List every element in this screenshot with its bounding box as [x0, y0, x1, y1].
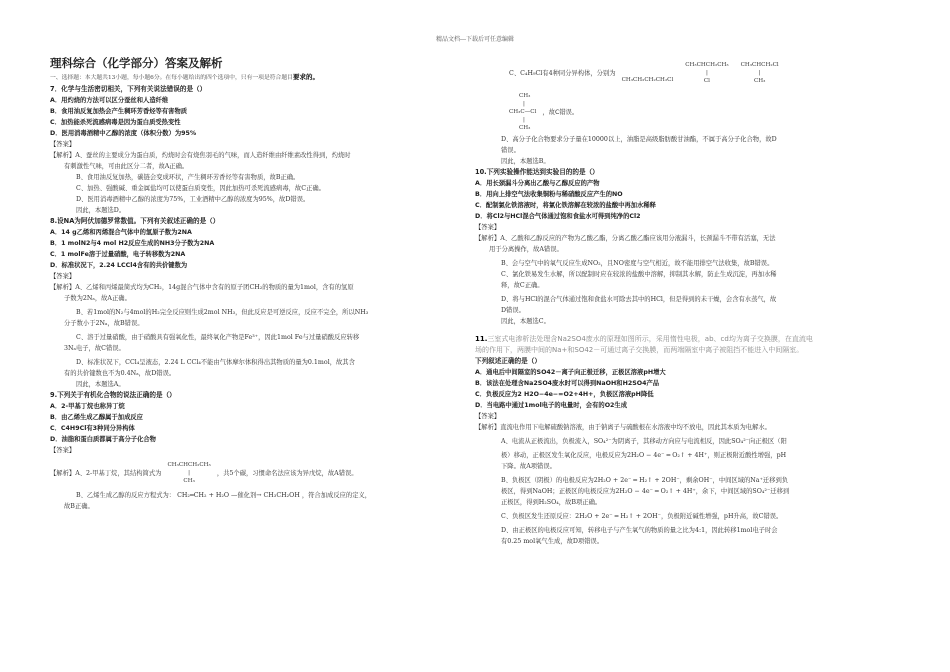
q11-analysis-line: D、由正极区的电极反应可知，转移电子与产生氧气的物质的量之比为4:1，因此转移1mol电子时会	[501, 527, 778, 534]
q9-analysis-c	[475, 56, 890, 90]
q8-option-d: D．标准状况下，2.24 LCCl4含有的共价键数为	[50, 262, 188, 269]
q10-analysis-line: B、会与空气中的氧气反应生成NO₂，且NO密度与空气相近，故不能用排空气法收集，故B错误。	[501, 260, 774, 267]
q9-analysis-a-pre: 【解析】A、2-甲基丁烷，其结构简式为	[50, 469, 162, 477]
q10-analysis-line: 释，故C正确。	[501, 282, 544, 289]
q10-stem: 10.下列实验操作能达到实验目的的是（）	[475, 168, 599, 176]
isomer-2-structure: CH₃CHCH₂CH₃ | Cl	[685, 62, 729, 84]
structure-branch: CH₃	[753, 78, 766, 84]
q11-analysis-line: 正极区，得到H₂SO₄，故B项正确。	[501, 499, 602, 506]
q11-analysis-line: 有0.25 mol氧气生成，故D项错误。	[501, 538, 604, 545]
q8-analysis-line: 有的共价键数也不为0.4Nₐ，故D错误。	[64, 370, 176, 377]
q11-answer: 【答案】	[475, 413, 501, 420]
structure-top: CH₃	[519, 93, 531, 99]
q7-option-c: C．加热能杀死流感病毒是因为蛋白质受热变性	[50, 119, 181, 126]
intro-body: 一、选择题：本大题共13小题，每小题6分。在每小题给出的四个选项中，只有一项是符合题目	[50, 75, 293, 81]
structure-mid: CH₃C—Cl	[509, 109, 537, 115]
q8-stem: 8.设NA为阿伏加德罗常数值。下列有关叙述正确的是（）	[50, 217, 220, 225]
q9-analysis-a	[50, 456, 465, 490]
q7-answer: 【答案】	[50, 141, 76, 148]
q10-option-a: A．用长颈漏斗分离出乙酸与乙醇反应的产物	[475, 180, 600, 187]
structure-branch: Cl	[703, 78, 710, 84]
q7-analysis-line: C、加热、强酸碱、重金属盐均可以使蛋白质变性，因此加热可杀死流感病毒，故C正确。	[76, 185, 325, 192]
structure-bottom: CH₃	[519, 125, 531, 131]
q9-option-a: A．2-甲基丁烷也称异丁烷	[50, 403, 125, 410]
q11-analysis-line: 【解析】直流电作用下电解硫酸钠溶液，由于钠离子与硫酸根在水溶液中均不放电，因此其本质为电解水。	[475, 424, 771, 431]
q8-answer: 【答案】	[50, 273, 76, 280]
q11-option-d: D．当电路中通过1mol电子的电量时，会有的O2生成	[475, 402, 628, 409]
q9-analysis-c-post: ，故C错误。	[542, 108, 579, 116]
q11-analysis-line: 极区，得到NaOH；正极区的电极反应为2H₂O − 4e⁻ ═ O₂↑ + 4H⁺，余下，中间区域的SO₄²⁻迁移到	[501, 488, 790, 495]
isomer-3-structure: CH₃CHCH₂Cl | CH₃	[740, 62, 779, 84]
q10-analysis-line: 【解析】A、乙酸和乙醇反应的产物为乙酸乙酯，分离乙酸乙酯应该用分液漏斗，长颈漏斗不带有活塞，无法	[475, 235, 776, 242]
q11-analysis-line: 极）移动，正极区发生氧化反应，电极反应为2H₂O − 4e⁻ ═ O₂↑ + 4H⁺，则正极附近酸性增强，pH	[501, 452, 787, 459]
q11-option-a: A．通电后中间隔室的SO42－离子向正极迁移，正极区溶液pH增大	[475, 369, 666, 376]
q11-intro	[475, 334, 890, 345]
q9-analysis-b	[50, 490, 465, 501]
ethylene-hydration-equation: CH₂═CH₂ + H₂O —催化剂→ CH₃CH₂OH	[177, 492, 300, 499]
q9-analysis-b-post: ，符合加成反应的定义，	[301, 492, 372, 499]
q10-option-d: D．将Cl2与HCl混合气体通过饱和食盐水可得到纯净的Cl2	[475, 213, 641, 220]
q11-analysis-line: C、负极区发生还原反应：2H₂O + 2e⁻ ═ H₂↑ + 2OH⁻，负极附近碱性增强，pH升高，故C错误。	[501, 513, 783, 520]
q8-analysis-line: 分子数小于2Nₐ，故B错误。	[64, 320, 144, 327]
q7-analysis-line: 有刺激性气味，可由此区分二者，故A正确。	[64, 163, 189, 170]
structure-branch: CH₃	[183, 478, 195, 484]
q9-option-d: D．油脂和蛋白质都属于高分子化合物	[50, 436, 156, 443]
q10-analysis-line: D错误。	[501, 307, 525, 314]
q8-option-c: C．1 molFe溶于过量硝酸，电子转移数为2NA	[50, 251, 186, 258]
q8-analysis-line: C、溶于过量硝酸，由于硝酸具有强氧化性，最终氧化产物是Fe³⁺，因此1mol Fe与过量硝酸反应转移	[76, 334, 360, 341]
q9-analysis-b-end: 故B正确。	[64, 503, 94, 510]
q7-analysis-line: 【解析】A、蚕丝的主要成分为蛋白质，灼烧时会有烧焦羽毛的气味，而人造纤维由纤维素改性得到，灼烧时	[50, 152, 351, 159]
q11-intro-line-1: 三室式电渗析法处理含Na2SO4废水的原理如图所示，采用惰性电极，ab、cd均为离子交换膜，在直流电	[487, 335, 813, 343]
page-header: 精品文档---下载后可任意编辑	[435, 36, 515, 43]
q8-analysis-line: 因此，本题选A。	[76, 381, 125, 388]
structure-main-chain: CH₃CHCH₂Cl	[740, 62, 779, 68]
q7-analysis-line: 因此，本题选D。	[76, 207, 126, 214]
q7-option-a: A．用灼烧的方法可以区分蚕丝和人造纤维	[50, 97, 169, 104]
q7-analysis-line: B、食用油反复加热，碳链会变成环状，产生稠环芳香烃等有害物质，故B正确。	[76, 174, 300, 181]
q10-analysis-line: 因此，本题选C。	[501, 318, 550, 325]
isopentane-structure: CH₃CHCH₂CH₃ | CH₃	[167, 462, 211, 484]
q8-analysis-line: 3Nₐ电子，故C错误。	[64, 345, 125, 352]
q10-analysis-line: 用于分离操作，故A错误。	[489, 246, 563, 253]
q9-analysis-b-pre: B、乙烯生成乙醇的反应方程式为：	[76, 492, 176, 499]
intro-text	[50, 72, 465, 84]
q11-option-b: B．该法在处理含Na2SO4废水时可以得到NaOH和H2SO4产品	[475, 380, 660, 387]
q7-stem: 7．化学与生活密切相关，下列有关说法错误的是（）	[50, 85, 207, 93]
q9-stem: 9.下列关于有机化合物的说法正确的是（）	[50, 391, 176, 399]
left-column	[50, 56, 465, 512]
intro-emphasis: 要求的。	[292, 73, 319, 81]
q9-analysis-d: 错误。	[501, 147, 520, 154]
q8-analysis-line: B、若1mol的N₂与4mol的H₂完全反应则生成2mol NH₃，但此反应是可逆反应，反应不完全，所以NH₃	[76, 309, 369, 316]
q9-answer: 【答案】	[50, 447, 76, 454]
q9-analysis-d: D、高分子化合物要求分子量在10000以上，油脂是高级脂肪酸甘油酯，不属于高分子化合物，故D	[501, 136, 777, 143]
q11-intro-line-2: 场的作用下，两膜中间的Na+和SO42－可通过离子交换膜，而两端隔室中离子被阻挡不能进入中间隔室。	[475, 346, 804, 354]
q11-analysis-line: A、电流从正极流出，负极流入，SO₄²⁻为阴离子，其移动方向应与电流相反，因此SO₄²⁻向正极区（阳	[501, 438, 787, 445]
q10-analysis-line: D、将与HCl的混合气体通过饱和食盐水可除去其中的HCl，但是得到的未干燥，会含有水蒸气，故	[501, 296, 777, 303]
q11-analysis-line: 下降。故A项错误。	[501, 463, 556, 470]
q9-option-b: B．由乙烯生成乙醇属于加成反应	[50, 414, 143, 421]
structure-main-chain: CH₃CHCH₂CH₃	[167, 462, 211, 468]
q7-option-b: B．食用油反复加热会产生稠环芳香烃等有害物质	[50, 108, 188, 115]
q8-analysis-line: D、标准状况下，CCl₄呈液态，2.24 L CCl₄不能由气体摩尔体积得出其物质的量为0.1mol，故其含	[76, 359, 355, 366]
q11-analysis-line: B、负极区（阴极）的电极反应为2H₂O + 2e⁻ ═ H₂↑ + 2OH⁻，剩余OH⁻，中间区域的Na⁺迁移到负	[501, 477, 789, 484]
q7-analysis-line: D、医用消毒酒精中乙醇的浓度为75%，工业酒精中乙醇的浓度为95%，故D错误。	[76, 196, 310, 203]
page-title: 理科综合（化学部分）答案及解析	[50, 56, 223, 70]
q10-answer: 【答案】	[475, 224, 501, 231]
q8-analysis-line: 【解析】A、乙烯和丙烯最简式均为CH₂，14g混合气体中含有的原子团CH₂的物质的量为1mol，含有的氢原	[50, 284, 354, 291]
q10-option-c: C．配制氯化铁溶液时，将氯化铁溶解在较浓的盐酸中再加水稀释	[475, 202, 656, 209]
q8-option-a: A．14 g乙烯和丙烯混合气体中的氢原子数为2NA	[50, 229, 192, 236]
q11-number: 11.	[475, 335, 488, 343]
structure-main-chain: CH₃CHCH₂CH₃	[685, 62, 729, 68]
q10-analysis-line: C、氯化铁易发生水解，所以配制时应在较浓的盐酸中溶解，抑制其水解，防止生成沉淀，再加水稀	[501, 271, 777, 278]
q8-analysis-line: 子数为2Nₐ，故A正确。	[64, 295, 131, 302]
q9-analysis-c-pre: C、C₄H₉Cl有4种同分异构体，分别为	[509, 69, 616, 77]
q9-analysis-c-cont	[475, 90, 890, 134]
q9-conclusion: 因此，本题选B。	[501, 158, 550, 165]
isomer-4-structure: CH₃ | CH₃C—Cl | CH₃	[509, 93, 537, 131]
isomer-1-structure: CH₃CH₂CH₂CH₂Cl	[621, 77, 674, 83]
q9-analysis-a-post: ，共5个碳，习惯命名法应该为异戊烷，故A错误。	[216, 469, 358, 477]
q9-option-c: C．C4H9Cl有3种同分异构体	[50, 425, 135, 432]
q10-option-b: B．用向上排空气法收集铜粉与稀硝酸反应产生的NO	[475, 191, 623, 198]
q11-stem: 下列叙述正确的是（）	[475, 357, 541, 365]
right-column	[475, 56, 890, 547]
q8-option-b: B．1 molN2与4 mol H2反应生成的NH3分子数为2NA	[50, 240, 215, 247]
q11-option-c: C．负极反应为2 H2O−4e−=O2+4H+，负极区溶液pH降低	[475, 391, 654, 398]
q7-option-d: D．医用消毒酒精中乙醇的浓度（体积分数）为95%	[50, 130, 197, 137]
